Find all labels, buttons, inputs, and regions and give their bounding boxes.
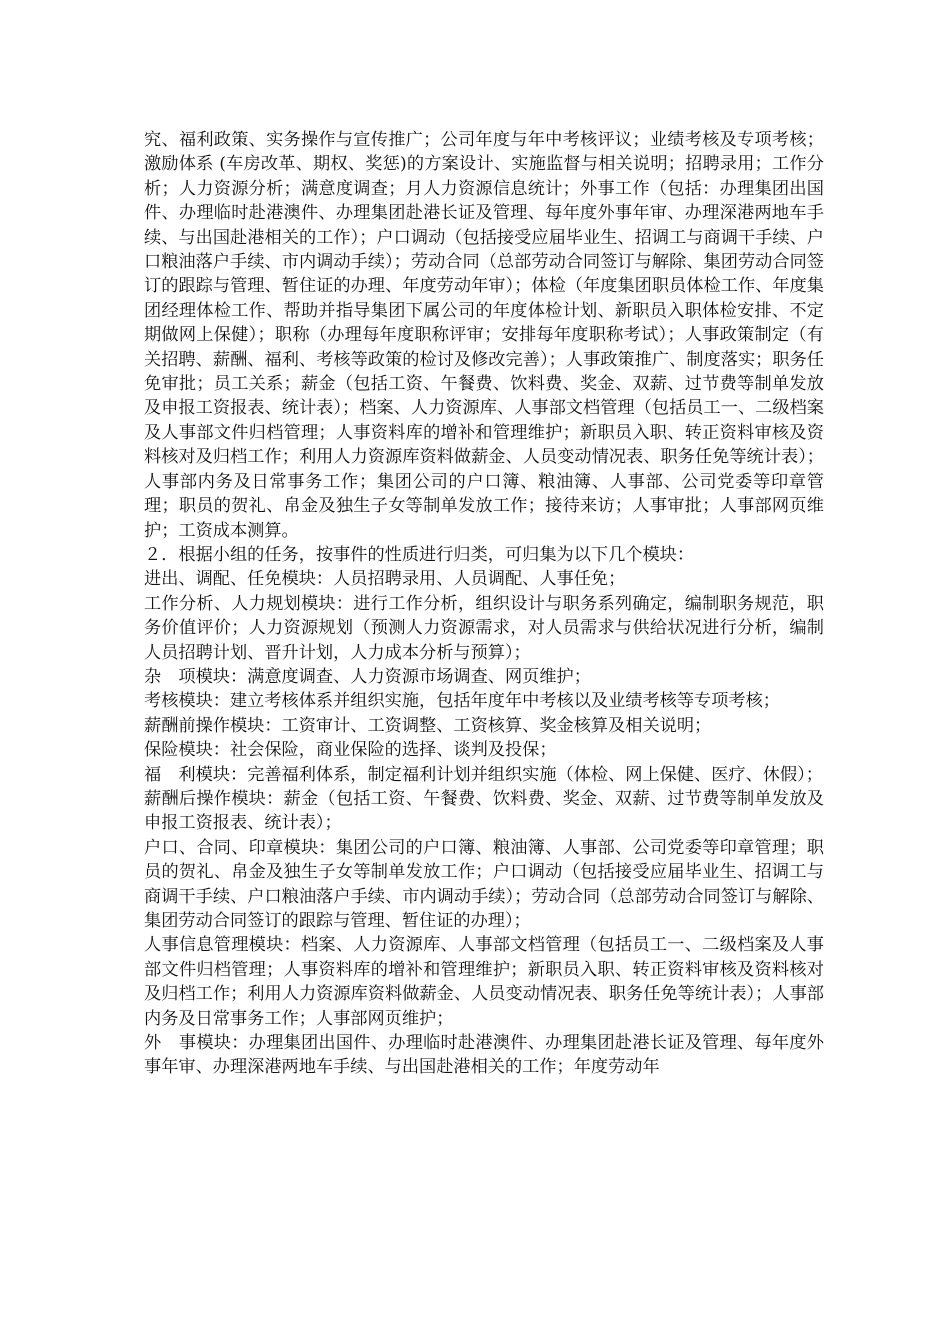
paragraph-module-appraisal: 考核模块：建立考核体系并组织实施，包括年度年中考核以及业绩考核等专项考核； — [144, 691, 780, 712]
paragraph-module-foreign-affairs: 外 事模块：办理集团出国件、办理临时赴港澳件、办理集团赴港长证及管理、每年度外事年审、办理深港两地车手续、与出国赴港相关的工作；年度劳动年 — [144, 1033, 824, 1078]
paragraph-module-welfare: 福 利模块：完善福利体系，制定福利计划并组织实施（体检、网上保健、医疗、休假）； — [144, 764, 823, 785]
paragraph-module-insurance: 保险模块：社会保险，商业保险的选择、谈判及投保； — [144, 740, 557, 761]
paragraph-module-staffing: 进出、调配、任免模块：人员招聘录用、人员调配、人事任免； — [144, 569, 626, 590]
document-body — [144, 128, 824, 1080]
paragraph-module-post-payroll: 薪酬后操作模块：薪金（包括工资、午餐费、饮料费、奖金、双薪、过节费等制单发放及申报工资报表、统计表）； — [144, 788, 824, 834]
paragraph-module-registry-contract-seal: 户口、合同、印章模块：集团公司的户口簿、粮油簿、人事部、公司党委等印章管理；职员的贺礼、帛金及独生子女等制单发放工作；户口调动（包括接受应届毕业生、招调工与商调干手续、户口粮油落户手续、市内调动手续）；劳动合同（总部劳动合同签订与解除、集团劳动合同签订的跟踪与管理、暂住证的办理）； — [144, 837, 824, 931]
paragraph-module-pre-payroll: 薪酬前操作模块：工资审计、工资调整、工资核算、奖金核算及相关说明； — [144, 715, 712, 736]
paragraph-module-intro: ２．根据小组的任务，按事件的性质进行归类，可归集为以下几个模块： — [144, 544, 695, 565]
paragraph-module-misc: 杂 项模块：满意度调查、人力资源市场调查、网页维护； — [144, 666, 591, 687]
paragraph-hr-duties-list: 究、福利政策、实务操作与宣传推广；公司年度与年中考核评议；业绩考核及专项考核；激励体系 (车房改革、期权、奖惩)的方案设计、实施监督与相关说明；招聘录用；工作分析；人力资源分析；满意度调查；月人力资源信息统计；外事工作（包括：办理集团出国件、办理临时赴港澳件、办理集团赴港长证及管理、每年度外事年审、办理深港两地车手续、与出国赴港相关的工作）；户口调动（包括接受应届毕业生、招调工与商调干手续、户口粮油落户手续、市内调动手续）；劳动合同（总部劳动合同签订与解除、集团劳动合同签订的跟踪与管理、暂住证的办理、年度劳动年审）；体检（年度集团职员体检工作、年度集团经理体检工作、帮助并指导集团下属公司的年度体检计划、新职员入职体检安排、不定期做网上保健）；职称（办理每年度职称评审；安排每年度职称考试）；人事政策制定（有关招聘、薪酬、福利、考核等政策的检讨及修改完善）；人事政策推广、制度落实；职务任免审批；员工关系；薪金（包括工资、午餐费、饮料费、奖金、双薪、过节费等制单发放及申报工资报表、统计表）；档案、人力资源库、人事部文档管理（包括员工一、二级档案及人事部文件归档管理；人事资料库的增补和管理维护；新职员入职、转正资料审核及资料核对及归档工作；利用人力资源库资料做薪金、人员变动情况表、职务任免等统计表）；人事部内务及日常事务工作；集团公司的户口簿、粮油簿、人事部、公司党委等印章管理；职员的贺礼、帛金及独生子女等制单发放工作；接待来访；人事审批；人事部网页维护；工资成本测算。 — [144, 130, 824, 541]
paragraph-module-hr-information: 人事信息管理模块：档案、人力资源库、人事部文档管理（包括员工一、二级档案及人事部文件归档管理；人事资料库的增补和管理维护；新职员入职、转正资料审核及资料核对及归档工作；利用人力资源库资料做薪金、人员变动情况表、职务任免等统计表）；人事部内务及日常事务工作；人事部网页维护； — [144, 935, 824, 1029]
paragraph-module-job-analysis: 工作分析、人力规划模块：进行工作分析，组织设计与职务系列确定，编制职务规范，职务价值评价；人力资源规划（预测人力资源需求，对人员需求与供给状况进行分析，编制人员招聘计划、晋升计划，人力成本分析与预算）； — [144, 593, 824, 663]
